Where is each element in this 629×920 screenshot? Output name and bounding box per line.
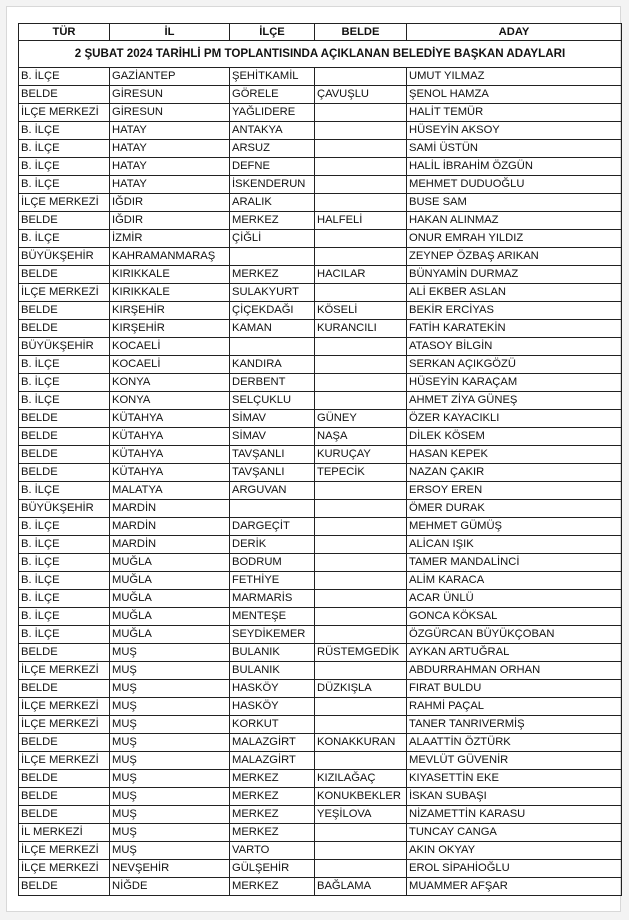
cell-ilce xyxy=(230,500,315,518)
cell-tur: BELDE xyxy=(19,788,110,806)
cell-tur: BELDE xyxy=(19,86,110,104)
cell-il: IĞDIR xyxy=(110,212,230,230)
cell-tur: İLÇE MERKEZİ xyxy=(19,860,110,878)
cell-ilce: HASKÖY xyxy=(230,680,315,698)
cell-tur: BELDE xyxy=(19,806,110,824)
cell-ilce: MERKEZ xyxy=(230,770,315,788)
cell-aday: ALİM KARACA xyxy=(407,572,622,590)
cell-belde xyxy=(315,554,407,572)
table-row xyxy=(19,536,622,554)
cell-ilce: MENTEŞE xyxy=(230,608,315,626)
cell-aday: NAZAN ÇAKIR xyxy=(407,464,622,482)
cell-il: KÜTAHYA xyxy=(110,464,230,482)
cell-il: KÜTAHYA xyxy=(110,428,230,446)
cell-il: NİĞDE xyxy=(110,878,230,896)
cell-aday: ATASOY BİLGİN xyxy=(407,338,622,356)
cell-il: GİRESUN xyxy=(110,104,230,122)
cell-tur: BELDE xyxy=(19,734,110,752)
cell-il: KÜTAHYA xyxy=(110,446,230,464)
cell-belde xyxy=(315,194,407,212)
header-ilce: İLÇE xyxy=(230,24,315,41)
cell-ilce: KANDIRA xyxy=(230,356,315,374)
cell-belde xyxy=(315,662,407,680)
cell-belde xyxy=(315,536,407,554)
cell-belde xyxy=(315,608,407,626)
cell-tur: B. İLÇE xyxy=(19,518,110,536)
table-title: 2 ŞUBAT 2024 TARİHLİ PM TOPLANTISINDA AÇIKLANAN BELEDİYE BAŞKAN ADAYLARI xyxy=(19,41,622,68)
cell-aday: AKIN OKYAY xyxy=(407,842,622,860)
table-row xyxy=(19,716,622,734)
cell-tur: BELDE xyxy=(19,680,110,698)
table-row xyxy=(19,374,622,392)
cell-belde xyxy=(315,824,407,842)
cell-il: KAHRAMANMARAŞ xyxy=(110,248,230,266)
cell-il: MUŞ xyxy=(110,770,230,788)
table-row xyxy=(19,788,622,806)
cell-belde xyxy=(315,68,407,86)
cell-belde xyxy=(315,860,407,878)
table-row xyxy=(19,194,622,212)
cell-ilce: İSKENDERUN xyxy=(230,176,315,194)
cell-aday: ÖZER KAYACIKLI xyxy=(407,410,622,428)
header-il: İL xyxy=(110,24,230,41)
cell-tur: B. İLÇE xyxy=(19,140,110,158)
cell-ilce: MERKEZ xyxy=(230,878,315,896)
cell-il: MUŞ xyxy=(110,752,230,770)
cell-belde: RÜSTEMGEDİK xyxy=(315,644,407,662)
cell-aday: MEVLÜT GÜVENİR xyxy=(407,752,622,770)
table-row xyxy=(19,284,622,302)
header-belde: BELDE xyxy=(315,24,407,41)
cell-aday: TAMER MANDALİNCİ xyxy=(407,554,622,572)
cell-il: IĞDIR xyxy=(110,194,230,212)
cell-aday: MEHMET DUDUOĞLU xyxy=(407,176,622,194)
cell-belde xyxy=(315,698,407,716)
cell-aday: TUNCAY CANGA xyxy=(407,824,622,842)
cell-il: MUŞ xyxy=(110,644,230,662)
cell-ilce: ŞEHİTKAMİL xyxy=(230,68,315,86)
table-row xyxy=(19,554,622,572)
cell-tur: BELDE xyxy=(19,212,110,230)
cell-tur: BELDE xyxy=(19,320,110,338)
cell-aday: HÜSEYİN AKSOY xyxy=(407,122,622,140)
cell-tur: B. İLÇE xyxy=(19,176,110,194)
cell-aday: ALAATTİN ÖZTÜRK xyxy=(407,734,622,752)
cell-aday: ALİ EKBER ASLAN xyxy=(407,284,622,302)
cell-aday: ŞENOL HAMZA xyxy=(407,86,622,104)
cell-ilce: TAVŞANLI xyxy=(230,446,315,464)
table-row xyxy=(19,410,622,428)
cell-aday: EROL SİPAHİOĞLU xyxy=(407,860,622,878)
cell-il: MUŞ xyxy=(110,734,230,752)
cell-il: KÜTAHYA xyxy=(110,410,230,428)
cell-belde xyxy=(315,356,407,374)
cell-il: MUŞ xyxy=(110,662,230,680)
cell-il: MUĞLA xyxy=(110,626,230,644)
cell-ilce: BULANIK xyxy=(230,662,315,680)
cell-aday: AHMET ZİYA GÜNEŞ xyxy=(407,392,622,410)
table-row xyxy=(19,626,622,644)
table-row xyxy=(19,302,622,320)
cell-ilce: ÇİĞLİ xyxy=(230,230,315,248)
cell-il: HATAY xyxy=(110,176,230,194)
cell-belde xyxy=(315,140,407,158)
cell-belde xyxy=(315,248,407,266)
cell-ilce: MALAZGİRT xyxy=(230,752,315,770)
cell-il: MUŞ xyxy=(110,698,230,716)
cell-tur: B. İLÇE xyxy=(19,626,110,644)
cell-il: MARDİN xyxy=(110,500,230,518)
table-row xyxy=(19,752,622,770)
table-row xyxy=(19,572,622,590)
cell-aday: MEHMET GÜMÜŞ xyxy=(407,518,622,536)
cell-aday: KIYASETTİN EKE xyxy=(407,770,622,788)
cell-il: MARDİN xyxy=(110,518,230,536)
cell-tur: B. İLÇE xyxy=(19,392,110,410)
cell-il: KOCAELİ xyxy=(110,356,230,374)
table-row xyxy=(19,230,622,248)
cell-il: HATAY xyxy=(110,122,230,140)
table-row xyxy=(19,482,622,500)
cell-belde: DÜZKIŞLA xyxy=(315,680,407,698)
cell-aday: BÜNYAMİN DURMAZ xyxy=(407,266,622,284)
cell-tur: BELDE xyxy=(19,428,110,446)
cell-tur: İLÇE MERKEZİ xyxy=(19,284,110,302)
table-row xyxy=(19,68,622,86)
cell-belde xyxy=(315,104,407,122)
cell-belde: KONAKKURAN xyxy=(315,734,407,752)
cell-belde: BAĞLAMA xyxy=(315,878,407,896)
document-page xyxy=(6,6,621,912)
cell-il: MUŞ xyxy=(110,842,230,860)
cell-tur: İLÇE MERKEZİ xyxy=(19,752,110,770)
cell-aday: FATİH KARATEKİN xyxy=(407,320,622,338)
cell-tur: İLÇE MERKEZİ xyxy=(19,716,110,734)
header-row xyxy=(19,24,622,41)
cell-tur: BELDE xyxy=(19,878,110,896)
cell-belde xyxy=(315,158,407,176)
cell-tur: İLÇE MERKEZİ xyxy=(19,662,110,680)
cell-ilce: HASKÖY xyxy=(230,698,315,716)
cell-ilce: KAMAN xyxy=(230,320,315,338)
cell-tur: BÜYÜKŞEHİR xyxy=(19,500,110,518)
cell-belde xyxy=(315,392,407,410)
table-row xyxy=(19,176,622,194)
cell-il: GİRESUN xyxy=(110,86,230,104)
cell-ilce: SİMAV xyxy=(230,410,315,428)
table-row xyxy=(19,698,622,716)
cell-ilce: ARGUVAN xyxy=(230,482,315,500)
table-row xyxy=(19,518,622,536)
cell-aday: DİLEK KÖSEM xyxy=(407,428,622,446)
cell-ilce: VARTO xyxy=(230,842,315,860)
cell-il: MUĞLA xyxy=(110,554,230,572)
cell-aday: HALİL İBRAHİM ÖZGÜN xyxy=(407,158,622,176)
cell-il: MUŞ xyxy=(110,824,230,842)
table-row xyxy=(19,158,622,176)
cell-aday: İSKAN SUBAŞI xyxy=(407,788,622,806)
cell-ilce: KORKUT xyxy=(230,716,315,734)
cell-belde: YEŞİLOVA xyxy=(315,806,407,824)
cell-il: HATAY xyxy=(110,158,230,176)
cell-il: GAZİANTEP xyxy=(110,68,230,86)
cell-aday: HÜSEYİN KARAÇAM xyxy=(407,374,622,392)
cell-tur: BELDE xyxy=(19,410,110,428)
cell-il: NEVŞEHİR xyxy=(110,860,230,878)
cell-ilce: BODRUM xyxy=(230,554,315,572)
cell-belde xyxy=(315,374,407,392)
cell-il: MUŞ xyxy=(110,680,230,698)
cell-tur: BELDE xyxy=(19,446,110,464)
table-row xyxy=(19,86,622,104)
cell-aday: AYKAN ARTUĞRAL xyxy=(407,644,622,662)
table-row xyxy=(19,122,622,140)
cell-belde: HALFELİ xyxy=(315,212,407,230)
cell-ilce: FETHİYE xyxy=(230,572,315,590)
cell-ilce: ARALIK xyxy=(230,194,315,212)
table-row xyxy=(19,212,622,230)
cell-tur: B. İLÇE xyxy=(19,554,110,572)
cell-aday: ABDURRAHMAN ORHAN xyxy=(407,662,622,680)
cell-ilce: SELÇUKLU xyxy=(230,392,315,410)
cell-ilce: DERİK xyxy=(230,536,315,554)
cell-tur: BÜYÜKŞEHİR xyxy=(19,338,110,356)
cell-tur: B. İLÇE xyxy=(19,356,110,374)
cell-aday: ÖZGÜRCAN BÜYÜKÇOBAN xyxy=(407,626,622,644)
cell-ilce xyxy=(230,248,315,266)
table-row xyxy=(19,104,622,122)
cell-il: KIRIKKALE xyxy=(110,266,230,284)
table-row xyxy=(19,842,622,860)
table-row xyxy=(19,662,622,680)
cell-tur: BELDE xyxy=(19,464,110,482)
cell-belde xyxy=(315,572,407,590)
cell-belde xyxy=(315,752,407,770)
cell-tur: İLÇE MERKEZİ xyxy=(19,698,110,716)
header-aday: ADAY xyxy=(407,24,622,41)
cell-ilce: DERBENT xyxy=(230,374,315,392)
cell-ilce: SULAKYURT xyxy=(230,284,315,302)
cell-aday: ÖMER DURAK xyxy=(407,500,622,518)
table-row xyxy=(19,644,622,662)
cell-aday: SERKAN AÇIKGÖZÜ xyxy=(407,356,622,374)
cell-ilce: MARMARİS xyxy=(230,590,315,608)
cell-ilce xyxy=(230,338,315,356)
cell-belde: NAŞA xyxy=(315,428,407,446)
cell-belde xyxy=(315,500,407,518)
cell-belde xyxy=(315,842,407,860)
cell-belde xyxy=(315,230,407,248)
cell-aday: ACAR ÜNLÜ xyxy=(407,590,622,608)
cell-il: KIRIKKALE xyxy=(110,284,230,302)
cell-tur: B. İLÇE xyxy=(19,608,110,626)
cell-aday: ALİCAN IŞIK xyxy=(407,536,622,554)
cell-ilce: DARGEÇİT xyxy=(230,518,315,536)
table-body xyxy=(19,68,622,896)
cell-belde: KIZILAĞAÇ xyxy=(315,770,407,788)
cell-tur: İL MERKEZİ xyxy=(19,824,110,842)
cell-tur: BÜYÜKŞEHİR xyxy=(19,248,110,266)
cell-belde: KURANCILI xyxy=(315,320,407,338)
cell-belde xyxy=(315,626,407,644)
table-row xyxy=(19,338,622,356)
cell-il: KIRŞEHİR xyxy=(110,302,230,320)
cell-il: MUŞ xyxy=(110,806,230,824)
cell-aday: UMUT YILMAZ xyxy=(407,68,622,86)
header-tur: TÜR xyxy=(19,24,110,41)
cell-aday: ONUR EMRAH YILDIZ xyxy=(407,230,622,248)
table-row xyxy=(19,266,622,284)
cell-il: HATAY xyxy=(110,140,230,158)
cell-aday: HAKAN ALINMAZ xyxy=(407,212,622,230)
cell-il: MARDİN xyxy=(110,536,230,554)
cell-tur: İLÇE MERKEZİ xyxy=(19,104,110,122)
cell-belde xyxy=(315,590,407,608)
cell-belde: GÜNEY xyxy=(315,410,407,428)
cell-ilce: MERKEZ xyxy=(230,824,315,842)
cell-belde xyxy=(315,122,407,140)
table-row xyxy=(19,770,622,788)
cell-aday: RAHMİ PAÇAL xyxy=(407,698,622,716)
table-row xyxy=(19,806,622,824)
cell-belde xyxy=(315,176,407,194)
cell-belde xyxy=(315,338,407,356)
cell-il: MUĞLA xyxy=(110,590,230,608)
table-row xyxy=(19,734,622,752)
cell-tur: B. İLÇE xyxy=(19,158,110,176)
table-row xyxy=(19,140,622,158)
cell-belde: ÇAVUŞLU xyxy=(315,86,407,104)
cell-ilce: MERKEZ xyxy=(230,266,315,284)
cell-il: KIRŞEHİR xyxy=(110,320,230,338)
cell-belde: KURUÇAY xyxy=(315,446,407,464)
cell-belde: KÖSELİ xyxy=(315,302,407,320)
table-row xyxy=(19,860,622,878)
cell-tur: B. İLÇE xyxy=(19,230,110,248)
table-row xyxy=(19,248,622,266)
cell-ilce: BULANIK xyxy=(230,644,315,662)
cell-tur: BELDE xyxy=(19,644,110,662)
cell-tur: B. İLÇE xyxy=(19,122,110,140)
table-row xyxy=(19,392,622,410)
cell-il: KONYA xyxy=(110,374,230,392)
cell-il: MALATYA xyxy=(110,482,230,500)
cell-il: MUĞLA xyxy=(110,572,230,590)
cell-tur: B. İLÇE xyxy=(19,374,110,392)
cell-ilce: MERKEZ xyxy=(230,788,315,806)
table-row xyxy=(19,446,622,464)
cell-tur: B. İLÇE xyxy=(19,590,110,608)
cell-tur: B. İLÇE xyxy=(19,482,110,500)
cell-belde xyxy=(315,482,407,500)
cell-il: İZMİR xyxy=(110,230,230,248)
cell-belde xyxy=(315,518,407,536)
cell-il: KOCAELİ xyxy=(110,338,230,356)
cell-tur: İLÇE MERKEZİ xyxy=(19,842,110,860)
cell-aday: GONCA KÖKSAL xyxy=(407,608,622,626)
cell-ilce: DEFNE xyxy=(230,158,315,176)
cell-aday: BEKİR ERCİYAS xyxy=(407,302,622,320)
cell-aday: NİZAMETTİN KARASU xyxy=(407,806,622,824)
table-row xyxy=(19,356,622,374)
table-row xyxy=(19,428,622,446)
cell-ilce: GÜLŞEHİR xyxy=(230,860,315,878)
cell-tur: B. İLÇE xyxy=(19,536,110,554)
table-row xyxy=(19,500,622,518)
cell-tur: BELDE xyxy=(19,770,110,788)
table-row xyxy=(19,608,622,626)
cell-ilce: SİMAV xyxy=(230,428,315,446)
cell-ilce: SEYDİKEMER xyxy=(230,626,315,644)
cell-aday: BUSE SAM xyxy=(407,194,622,212)
table-title-row xyxy=(19,41,622,68)
cell-tur: İLÇE MERKEZİ xyxy=(19,194,110,212)
cell-tur: B. İLÇE xyxy=(19,572,110,590)
cell-ilce: YAĞLIDERE xyxy=(230,104,315,122)
cell-il: MUĞLA xyxy=(110,608,230,626)
cell-ilce: MALAZGİRT xyxy=(230,734,315,752)
cell-belde: KONUKBEKLER xyxy=(315,788,407,806)
cell-il: MUŞ xyxy=(110,788,230,806)
cell-ilce: MERKEZ xyxy=(230,212,315,230)
table-row xyxy=(19,464,622,482)
cell-ilce: TAVŞANLI xyxy=(230,464,315,482)
cell-tur: B. İLÇE xyxy=(19,68,110,86)
cell-ilce: ÇİÇEKDAĞI xyxy=(230,302,315,320)
cell-tur: BELDE xyxy=(19,302,110,320)
candidates-table xyxy=(18,23,622,896)
cell-aday: SAMİ ÜSTÜN xyxy=(407,140,622,158)
table-row xyxy=(19,824,622,842)
table-row xyxy=(19,320,622,338)
table-row xyxy=(19,878,622,896)
cell-aday: ZEYNEP ÖZBAŞ ARIKAN xyxy=(407,248,622,266)
cell-ilce: MERKEZ xyxy=(230,806,315,824)
cell-belde xyxy=(315,716,407,734)
cell-aday: TANER TANRIVERMİŞ xyxy=(407,716,622,734)
cell-aday: HALİT TEMÜR xyxy=(407,104,622,122)
cell-aday: FIRAT BULDU xyxy=(407,680,622,698)
cell-aday: MUAMMER AFŞAR xyxy=(407,878,622,896)
cell-belde: HACILAR xyxy=(315,266,407,284)
cell-belde xyxy=(315,284,407,302)
cell-ilce: ANTAKYA xyxy=(230,122,315,140)
cell-il: KONYA xyxy=(110,392,230,410)
cell-aday: HASAN KEPEK xyxy=(407,446,622,464)
cell-ilce: ARSUZ xyxy=(230,140,315,158)
cell-aday: ERSOY EREN xyxy=(407,482,622,500)
cell-belde: TEPECİK xyxy=(315,464,407,482)
cell-il: MUŞ xyxy=(110,716,230,734)
table-row xyxy=(19,680,622,698)
cell-ilce: GÖRELE xyxy=(230,86,315,104)
table-row xyxy=(19,590,622,608)
cell-tur: BELDE xyxy=(19,266,110,284)
